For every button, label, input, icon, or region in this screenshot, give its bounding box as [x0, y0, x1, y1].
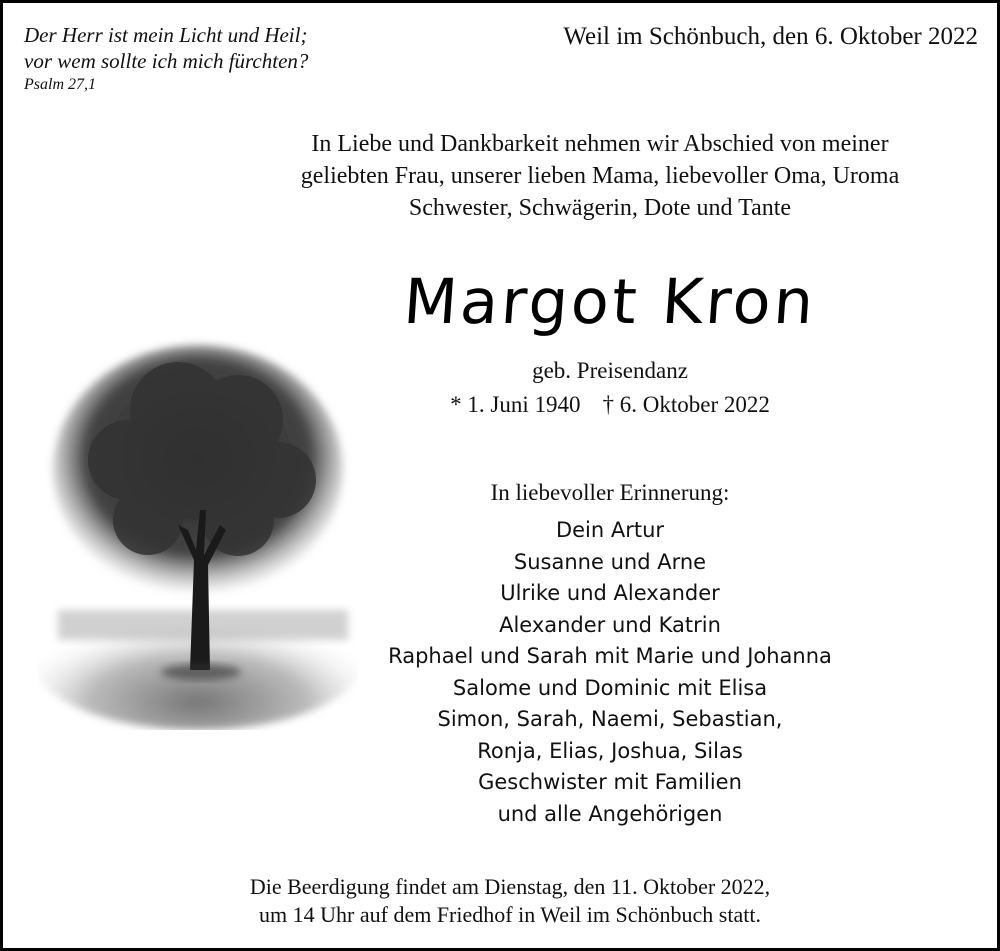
family-member: Geschwister mit Familien — [478, 770, 742, 794]
funeral-line-1: Die Beerdigung findet am Dienstag, den 11. Oktober 2022, — [249, 874, 771, 899]
intro-text — [190, 128, 1000, 224]
deceased-name: Margot Kron — [401, 265, 819, 338]
intro-line-1: In Liebe und Dankbarkeit nehmen wir Abschied von meiner — [311, 131, 889, 157]
family-member: Simon, Sarah, Naemi, Sebastian, — [437, 707, 783, 731]
family-member: Ronja, Elias, Joshua, Silas — [477, 738, 743, 763]
psalm-line-2: vor wem sollte ich mich fürchten? — [24, 49, 309, 73]
tree-photo-icon — [38, 310, 358, 730]
death-date: † 6. Oktober 2022 — [602, 392, 770, 417]
family-member: Raphael und Sarah mit Marie und Johanna — [388, 644, 832, 668]
family-member: Dein Artur — [555, 518, 665, 542]
family-member: Alexander und Katrin — [499, 612, 721, 637]
tree-shadow — [161, 664, 241, 680]
intro-line-3: Schwester, Schwägerin, Dote und Tante — [408, 195, 792, 221]
birth-date: * 1. Juni 1940 — [450, 392, 581, 417]
family-member: Salome und Dominic mit Elisa — [452, 675, 768, 700]
family-member: und alle Angehörigen — [497, 801, 723, 826]
psalm-line-1: Der Herr ist mein Licht und Heil; — [24, 23, 308, 47]
memory-title: In liebevoller Erinnerung: — [490, 480, 730, 505]
dateline: Weil im Schönbuch, den 6. Oktober 2022 — [563, 23, 978, 50]
funeral-notice — [150, 873, 870, 929]
family-list — [340, 515, 880, 830]
life-dates — [360, 390, 860, 420]
psalm-quote — [24, 22, 308, 96]
family-member: Ulrike und Alexander — [500, 581, 720, 605]
intro-line-2: geliebten Frau, unserer lieben Mama, liebevoller Oma, Uroma — [300, 163, 900, 189]
maiden-name: geb. Preisendanz — [532, 358, 688, 383]
family-member: Susanne und Arne — [513, 549, 707, 574]
psalm-reference: Psalm 27,1 — [24, 76, 96, 93]
funeral-line-2: um 14 Uhr auf dem Friedhof in Weil im Schönbuch statt. — [259, 902, 761, 927]
